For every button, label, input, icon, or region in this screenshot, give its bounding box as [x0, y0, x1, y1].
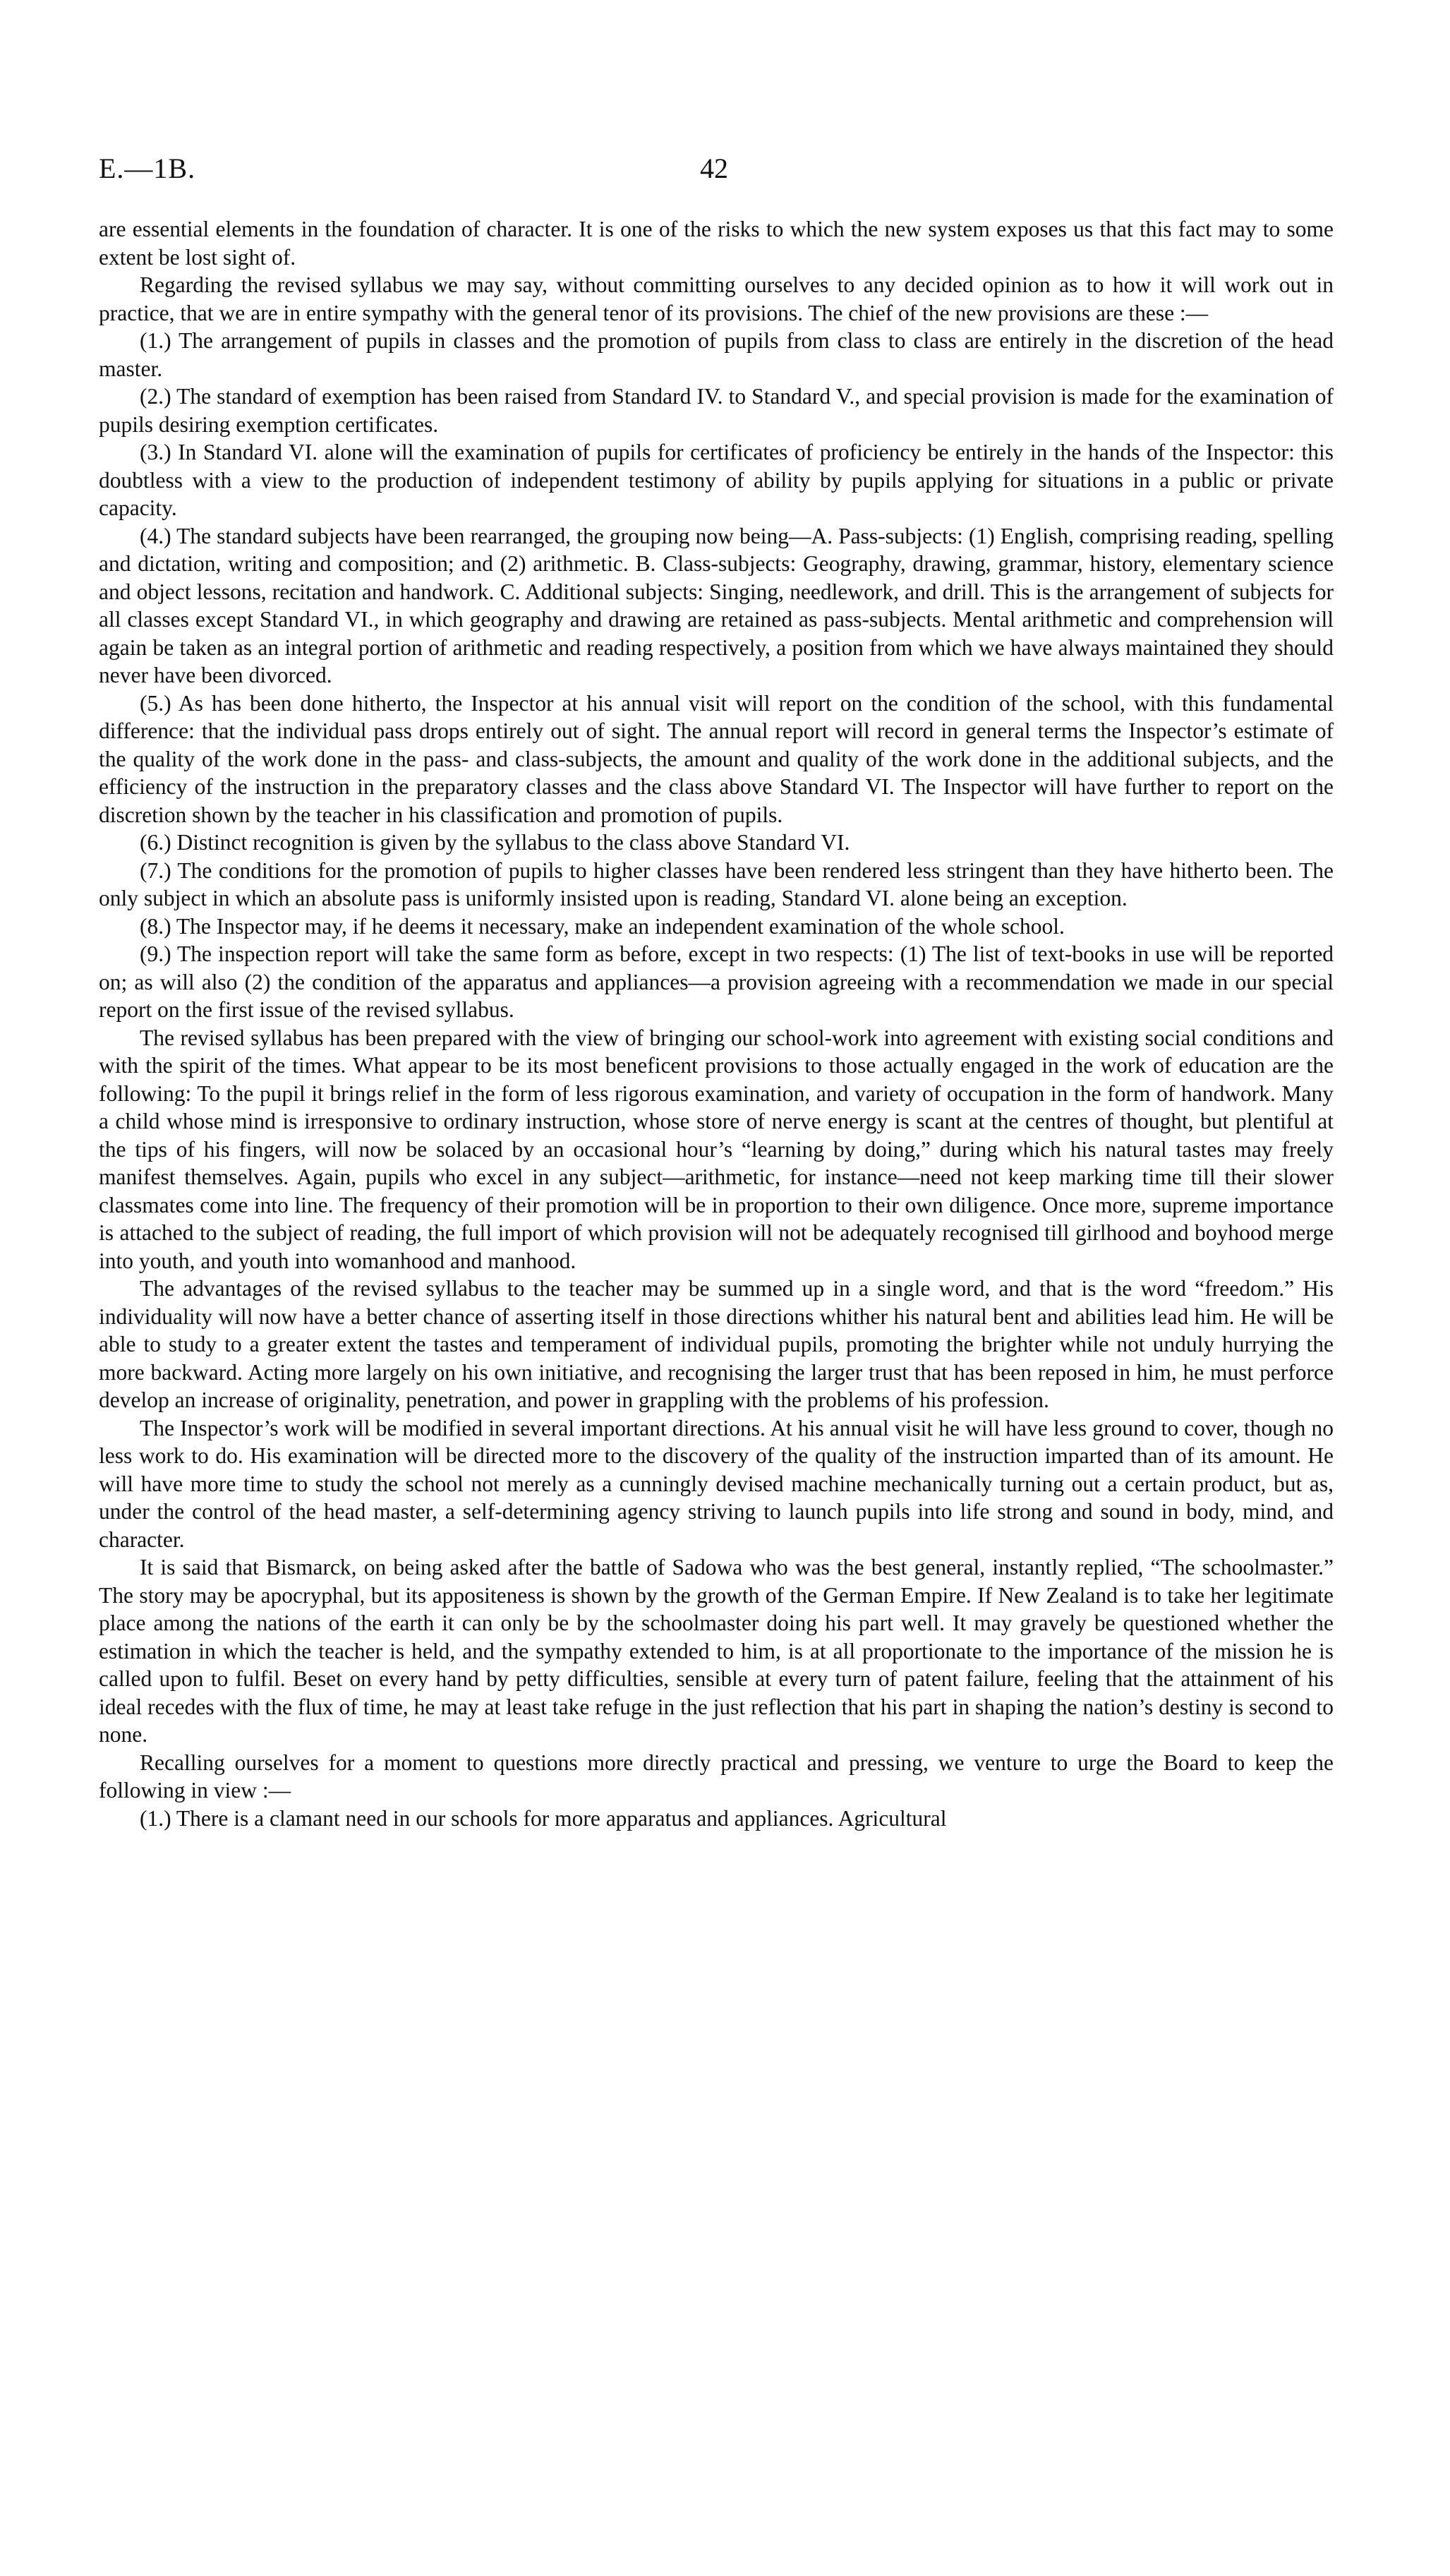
- provision-4: (4.) The standard subjects have been rearranged, the grouping now being—A. Pass-subjects: (1) English, comprising reading, spelling and dictation, writing and composition; and (2) arithmetic. B. Class-subjects: Geography, drawing, grammar, history, elementary science and object lessons, recitation and handwork. C. Additional subjects: Singing, needlework, and drill. This is the arrangement of subjects for all classes except Standard VI., in which geography and drawing are retained as pass-subjects. Mental arithmetic and comprehension will again be taken as an integral portion of arithmetic and reading respectively, a position from which we have always maintained they should never have been divorced.: [99, 523, 1334, 687]
- provision-6: (6.) Distinct recognition is given by the syllabus to the class above Standard VI.: [140, 830, 850, 855]
- paragraph-beneficent-provisions: The revised syllabus has been prepared with the view of bringing our school-work into agreement with existing social conditions and with the spirit of the times. What appear to be its most beneficent provisions to those actually engaged in the work of education are the following: To the pupil it brings relief in the form of less rigorous examination, and variety of occupation in the form of handwork. Many a child whose mind is irresponsive to ordinary instruction, whose store of nerve energy is scant at the centres of thought, but plentiful at the tips of his fingers, will now be solaced by an occasional hour’s “learning by doing,” during which his natural tastes may freely manifest themselves. Again, pupils who excel in any subject—arithmetic, for instance—need not keep marking time till their slower classmates come into line. The frequency of their promotion will be in proportion to their own diligence. Once more, supreme importance is attached to the subject of reading, the full import of which provision will not be adequately recognised till girlhood and boyhood merge into youth, and youth into womanhood and manhood.: [99, 1025, 1334, 1273]
- provision-7: (7.) The conditions for the promotion of pupils to higher classes have been rendered less stringent than they have hitherto been. The only subject in which an absolute pass is uniformly insisted upon is reading, Standard VI. alone being an exception.: [99, 857, 1334, 910]
- provision-5: (5.) As has been done hitherto, the Inspector at his annual visit will report on the condition of the school, with this fundamental difference: that the individual pass drops entirely out of sight. The annual report will record in general terms the Inspector’s estimate of the quality of the work done in the pass- and class-subjects, the amount and quality of the work done in the additional subjects, and the efficiency of the instruction in the preparatory classes and the class above Standard VI. The Inspector will have further to report on the discretion shown by the teacher in his classification and promotion of pupils.: [99, 690, 1334, 827]
- paragraph-continuation: are essential elements in the foundation of character. It is one of the risks to which the new system exposes us that this fact may to some extent be lost sight of.: [99, 217, 1334, 270]
- paragraph-inspector-work: The Inspector’s work will be modified in several important directions. At his annual visit he will have less ground to cover, though no less work to do. His examination will be directed more to the discovery of the quality of the instruction imparted than of its amount. He will have more time to study the school not merely as a cunningly devised machine mechanically turning out a certain product, but as, under the control of the head master, a self-determining agency striving to launch pupils into life strong and sound in body, mind, and character.: [99, 1415, 1334, 1552]
- page-number: 42: [700, 152, 728, 184]
- document-reference: E.—1B.: [99, 152, 196, 184]
- provision-3: (3.) In Standard VI. alone will the examination of pupils for certificates of proficiency be entirely in the hands of the Inspector: this doubtless with a view to the production of independent testimony of ability by pupils applying for situations in a public or private capacity.: [99, 440, 1334, 520]
- body-text: [99, 215, 1334, 1832]
- provision-8: (8.) The Inspector may, if he deems it necessary, make an independent examination of the whole school.: [140, 913, 1065, 939]
- paragraph-teacher-advantages: The advantages of the revised syllabus to the teacher may be summed up in a single word, and that is the word “freedom.” His individuality will now have a better chance of asserting itself in those directions whither his natural bent and abilities lead him. He will be able to study to a greater extent the tastes and temperament of individual pupils, promoting the brighter while not unduly hurrying the more backward. Acting more largely on his own initiative, and recognising the larger trust that has been reposed in him, he must perforce develop an increase of originality, penetration, and power in grappling with the problems of his profession.: [99, 1276, 1334, 1412]
- provision-9: (9.) The inspection report will take the same form as before, except in two respects: (1) The list of text-books in use will be reported on; as will also (2) the condition of the apparatus and appliances—a provision agreeing with a recommendation we made in our special report on the first issue of the revised syllabus.: [99, 941, 1334, 1022]
- paragraph-recalling: Recalling ourselves for a moment to questions more directly practical and pressing, we venture to urge the Board to keep the following in view :—: [99, 1750, 1334, 1802]
- paragraph-bismarck: It is said that Bismarck, on being asked after the battle of Sadowa who was the best general, instantly replied, “The schoolmaster.” The story may be apocryphal, but its appositeness is shown by the growth of the German Empire. If New Zealand is to take her legitimate place among the nations of the earth it can only be by the schoolmaster doing his part well. It may gravely be questioned whether the estimation in which the teacher is held, and the sympathy extended to him, is at all proportionate to the importance of the mission he is called upon to fulfil. Beset on every hand by petty difficulties, sensible at every turn of patent failure, feeling that the attainment of his ideal recedes with the flux of time, he may at least take refuge in the just reflection that his part in shaping the nation’s destiny is second to none.: [99, 1555, 1334, 1747]
- page-header: [99, 152, 1334, 194]
- recommendation-1: (1.) There is a clamant need in our schools for more apparatus and appliances. Agricultural: [140, 1805, 947, 1831]
- paragraph-revised-syllabus: Regarding the revised syllabus we may say, without committing ourselves to any decided opinion as to how it will work out in practice, that we are in entire sympathy with the general tenor of its provisions. The chief of the new provisions are these :—: [99, 272, 1334, 325]
- provision-1: (1.) The arrangement of pupils in classes and the promotion of pupils from class to class are entirely in the discretion of the head master.: [99, 328, 1334, 381]
- provision-2: (2.) The standard of exemption has been raised from Standard IV. to Standard V., and special provision is made for the examination of pupils desiring exemption certificates.: [99, 384, 1334, 437]
